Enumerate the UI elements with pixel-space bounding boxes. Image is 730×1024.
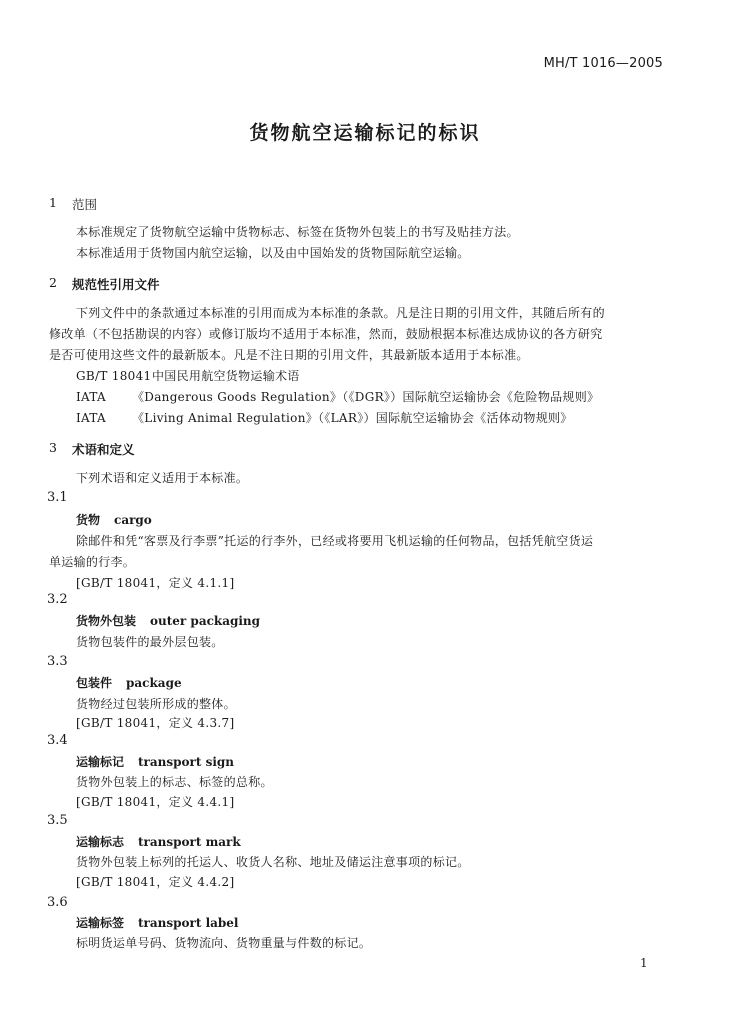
term-source-ref: [GB/T 18041，定义 4.4.2]: [76, 875, 235, 889]
term-heading: [76, 833, 241, 850]
term-zh: 运输标记: [76, 755, 125, 769]
term-zh: 货物: [76, 513, 101, 527]
term-definition-line: 货物经过包装所形成的整体。: [76, 697, 236, 711]
reference-code: GB/T 18041: [76, 369, 152, 383]
term-number: 3.4: [47, 733, 68, 748]
term-number: 3.3: [47, 654, 68, 669]
term-definition-line: 标明货运单号码、货物流向、货物重量与件数的标记。: [76, 936, 372, 950]
reference-code: IATA: [76, 411, 106, 425]
term-en: package: [126, 676, 182, 690]
term-zh: 运输标签: [76, 916, 125, 930]
section-2-intro-line: 下列文件中的条款通过本标准的引用而成为本标准的条款。凡是注日期的引用文件，其随后所有的: [76, 306, 605, 320]
section-2-intro-line: 是否可使用这些文件的最新版本。凡是不注日期的引用文件，其最新版本适用于本标准。: [49, 348, 529, 362]
page-number: 1: [640, 956, 648, 970]
term-heading: [76, 612, 260, 629]
term-heading: [76, 914, 239, 931]
term-source-ref: [GB/T 18041，定义 4.4.1]: [76, 795, 235, 809]
term-number: 3.1: [47, 490, 68, 505]
term-en: transport mark: [138, 835, 241, 849]
term-number: 3.6: [47, 895, 68, 910]
term-number: 3.2: [47, 592, 68, 607]
term-en: outer packaging: [150, 614, 261, 628]
reference-title: 中国民用航空货物运输术语: [152, 369, 300, 383]
section-2-number: 2: [49, 275, 57, 290]
reference-title: 《Dangerous Goods Regulation》（《DGR》）国际航空运输协会《危险物品规则》: [132, 390, 600, 404]
section-1-number: 1: [49, 195, 57, 210]
standard-code: MH/T 1016—2005: [543, 56, 663, 71]
term-heading: [76, 674, 182, 691]
term-definition-line: 货物外包装上标列的托运人、收货人名称、地址及储运注意事项的标记。: [76, 855, 470, 869]
section-1-paragraph: 本标准适用于货物国内航空运输，以及由中国始发的货物国际航空运输。: [76, 246, 470, 260]
term-definition-line: 单运输的行李。: [49, 555, 136, 569]
term-definition-line: 除邮件和凭“客票及行李票”托运的行李外，已经或将要用飞机运输的任何物品，包括凭航空货运: [76, 534, 594, 548]
section-3-title: 术语和定义: [72, 442, 135, 457]
section-3-intro: 下列术语和定义适用于本标准。: [76, 471, 249, 485]
section-3-number: 3: [49, 440, 57, 455]
reference-code: IATA: [76, 390, 106, 404]
normative-reference: [76, 367, 300, 384]
normative-reference: [76, 388, 599, 405]
term-number: 3.5: [47, 813, 68, 828]
section-1-title: 范围: [72, 197, 98, 212]
term-source-ref: [GB/T 18041，定义 4.1.1]: [76, 576, 235, 590]
term-en: cargo: [114, 513, 152, 527]
term-heading: [76, 511, 152, 528]
document-title: 货物航空运输标记的标识: [249, 122, 481, 144]
reference-title: 《Living Animal Regulation》（《LAR》）国际航空运输协会《活体动物规则》: [132, 411, 573, 425]
term-zh: 运输标志: [76, 835, 125, 849]
section-2-title: 规范性引用文件: [72, 277, 160, 292]
term-definition-line: 货物包装件的最外层包装。: [76, 635, 224, 649]
section-1-paragraph: 本标准规定了货物航空运输中货物标志、标签在货物外包装上的书写及贴挂方法。: [76, 225, 519, 239]
normative-reference: [76, 409, 573, 426]
term-en: transport label: [138, 916, 239, 930]
term-source-ref: [GB/T 18041，定义 4.3.7]: [76, 716, 235, 730]
section-2-intro-line: 修改单（不包括勘误的内容）或修订版均不适用于本标准，然而，鼓励根据本标准达成协议的各方研究: [49, 327, 603, 341]
term-zh: 货物外包装: [76, 614, 137, 628]
term-definition-line: 货物外包装上的标志、标签的总称。: [76, 775, 273, 789]
term-heading: [76, 753, 234, 770]
term-en: transport sign: [138, 755, 235, 769]
term-zh: 包装件: [76, 676, 113, 690]
